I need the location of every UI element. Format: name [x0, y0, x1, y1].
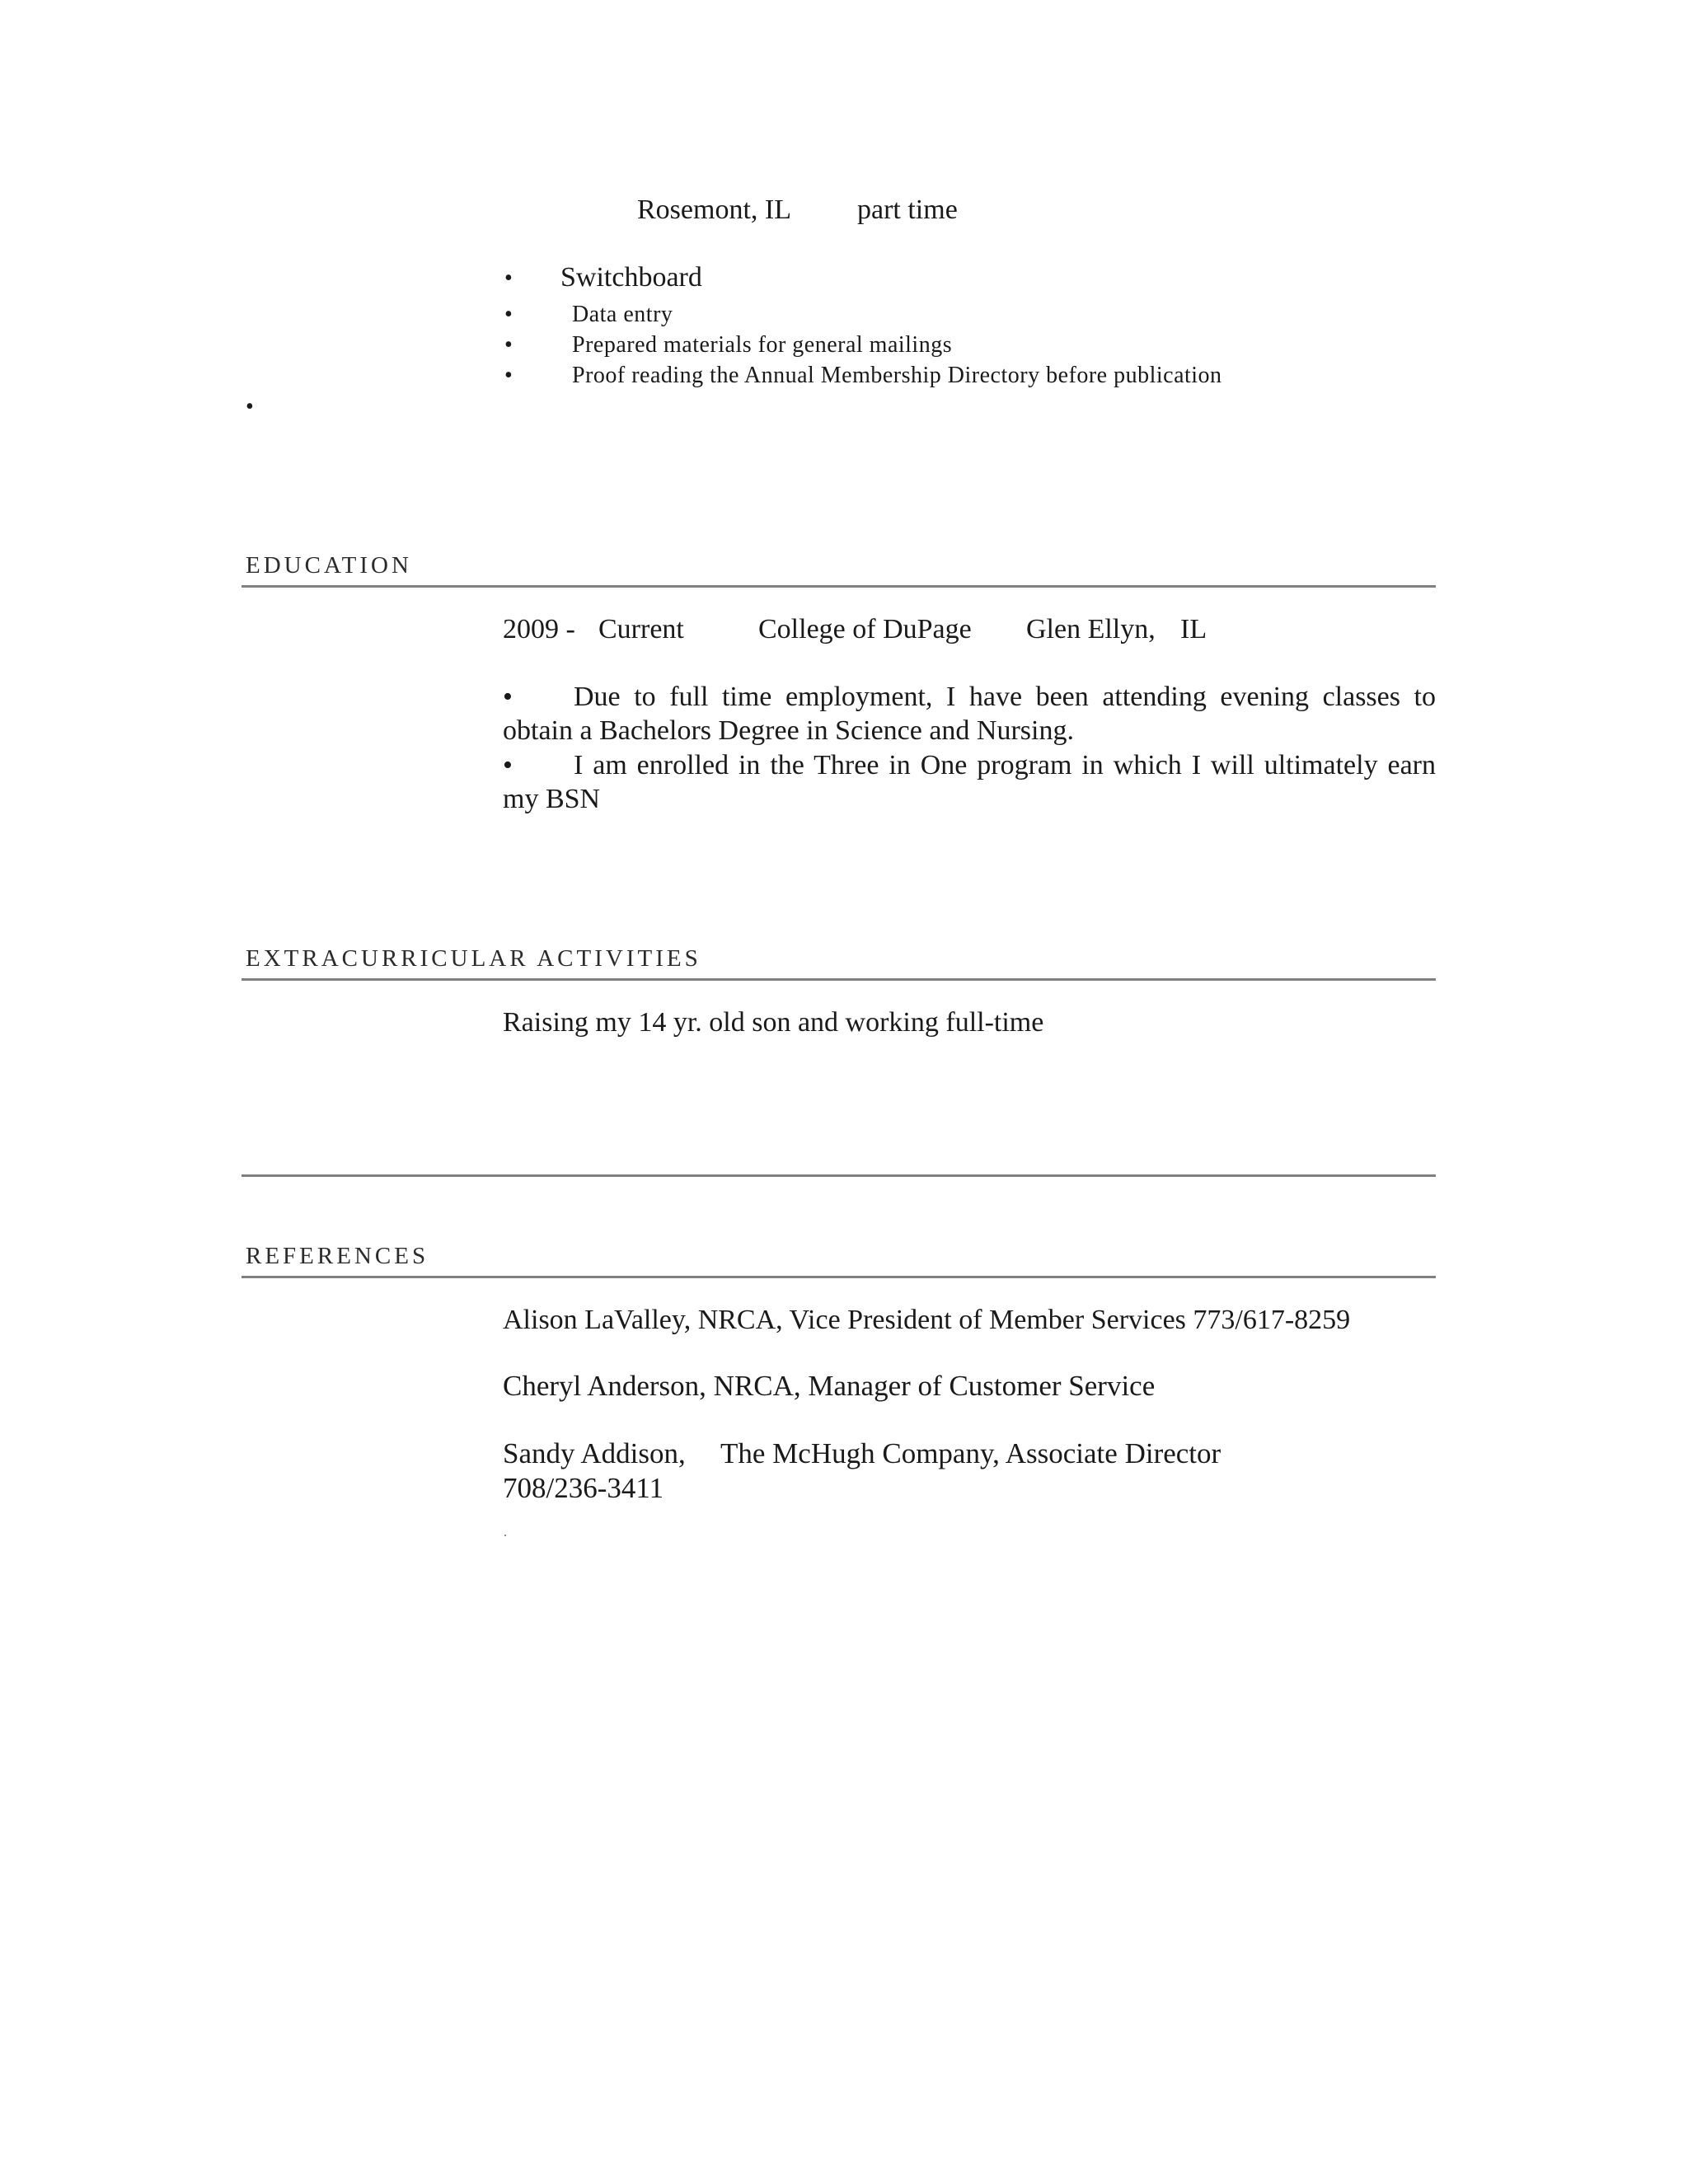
- reference-item: Sandy Addison,: [503, 1437, 686, 1469]
- reference-item: Cheryl Anderson, NRCA, Manager of Customer Service: [503, 1370, 1156, 1402]
- education-years: 2009 -: [503, 614, 575, 644]
- education-point-text: Due to full time employment, I have been attending evening classes to obtain a Bachelors Degree in Science and Nursing.: [503, 682, 1436, 746]
- education-city: Glen Ellyn,: [1026, 614, 1156, 644]
- reference-item: Alison LaValley, NRCA, Vice President of Member Services 773/617-8259: [503, 1305, 1351, 1335]
- duty-item: Switchboard: [560, 262, 702, 293]
- duty-item: Data entry: [572, 302, 673, 327]
- job-schedule: part time: [857, 194, 958, 225]
- section-heading-activities: EXTRACURRICULAR ACTIVITIES: [246, 945, 701, 972]
- section-divider: [241, 978, 1436, 981]
- section-divider: [241, 1174, 1436, 1177]
- education-school: College of DuPage: [758, 614, 972, 644]
- section-divider: [241, 585, 1436, 588]
- bullet-glyph: •: [504, 332, 513, 358]
- section-heading-education: EDUCATION: [246, 552, 412, 579]
- bullet-glyph: •: [504, 363, 513, 388]
- bullet-glyph: •: [246, 394, 254, 419]
- education-state: IL: [1180, 614, 1207, 644]
- education-status: Current: [598, 614, 684, 644]
- reference-item: The McHugh Company, Associate Director: [720, 1437, 1221, 1469]
- duty-item: Proof reading the Annual Membership Directory before publication: [572, 363, 1222, 388]
- bullet-glyph: •: [503, 750, 513, 780]
- job-location: Rosemont, IL: [637, 194, 791, 225]
- bullet-glyph: •: [504, 302, 513, 327]
- section-heading-references: REFERENCES: [246, 1243, 429, 1269]
- bullet-glyph: •: [504, 265, 513, 291]
- reference-phone: 708/236-3411: [503, 1472, 664, 1504]
- education-point: [503, 748, 1436, 816]
- education-point-text: I am enrolled in the Three in One program in which I will ultimately earn my BSN: [503, 750, 1436, 814]
- stray-mark: [504, 1535, 506, 1536]
- duty-item: Prepared materials for general mailings: [572, 332, 953, 358]
- education-point: [503, 680, 1436, 748]
- activities-text: Raising my 14 yr. old son and working full-time: [503, 1007, 1044, 1038]
- section-divider: [241, 1276, 1436, 1278]
- bullet-glyph: •: [503, 682, 513, 712]
